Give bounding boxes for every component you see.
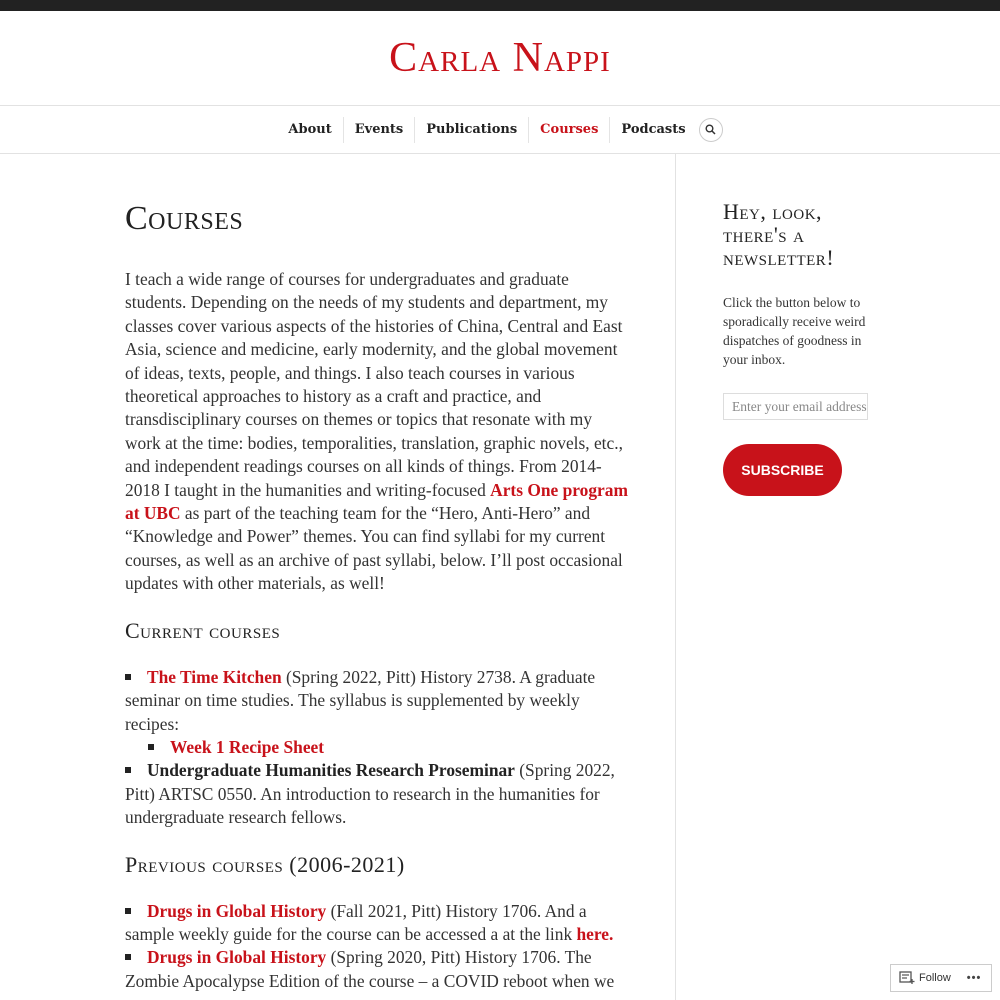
nav-item-publications[interactable]: Publications xyxy=(414,117,528,143)
intro-text-1: I teach a wide range of courses for undergraduates and graduate students. Depending on the needs of my students and department, my classes cover various aspects of the histories of China, Central and East Asia, science and medicine, early modernity, and the global movement of ideas, texts, people, and things. I also teach courses in various theoretical approaches to history as a craft and practice, and transdisciplinary courses on themes or topics that resonate with my work at the time: bodies, temporalities, translation, graphic novels, etc., and independent readings courses on all kinds of things. From 2014-2018 I taught in the humanities and writing-focused xyxy=(125,269,623,500)
current-courses-heading: Current courses xyxy=(125,617,281,643)
previous-courses-list xyxy=(125,900,630,994)
search-icon xyxy=(705,124,716,135)
here-link[interactable]: here. xyxy=(576,923,614,944)
wordpress-follow-icon xyxy=(899,971,915,985)
nav-item-podcasts[interactable]: Podcasts xyxy=(609,117,696,143)
intro-paragraph xyxy=(125,268,630,596)
drugs-global-history-link[interactable]: Drugs in Global History xyxy=(147,900,327,921)
course-description: (Spring 2020, Pitt) History 1706. The Zombie Apocalypse Edition of the course – a COVID reboot when we xyxy=(125,947,615,991)
list-item xyxy=(125,666,630,760)
course-title: Undergraduate Humanities Research Proseminar xyxy=(147,760,515,781)
previous-courses-heading: Previous courses (2006-2021) xyxy=(125,851,405,877)
email-input[interactable]: Enter your email address xyxy=(723,393,868,420)
list-item xyxy=(125,900,630,947)
bullet-icon xyxy=(148,744,154,750)
arts-one-link[interactable]: Arts One program at UBC xyxy=(125,479,628,524)
nav-item-about[interactable]: About xyxy=(288,121,332,137)
week1-recipe-link[interactable]: Week 1 Recipe Sheet xyxy=(170,736,325,757)
site-title[interactable]: Carla Nappi xyxy=(389,35,611,81)
sidebar-divider xyxy=(675,154,676,1000)
current-courses-list xyxy=(125,666,630,830)
sidebar xyxy=(723,200,883,496)
follow-label: Follow xyxy=(919,972,951,984)
intro-text-2: as part of the teaching team for the “Hero, Anti-Hero” and “Knowledge and Power” themes. You can find syllabi for my current courses, as well as an archive of past syllabi, below. I’ll post occasional updates with other materials, as well! xyxy=(125,503,623,594)
bullet-icon xyxy=(125,908,131,914)
time-kitchen-link[interactable]: The Time Kitchen xyxy=(147,666,282,687)
list-item xyxy=(125,759,630,829)
list-item xyxy=(148,736,630,759)
follow-button[interactable] xyxy=(890,964,992,992)
subscribe-button[interactable]: SUBSCRIBE xyxy=(723,444,842,496)
more-options-icon[interactable]: ••• xyxy=(966,972,982,984)
newsletter-text: Click the button below to sporadically receive weird dispatches of goodness in your inbox. xyxy=(723,295,866,367)
sub-list xyxy=(148,736,630,759)
main-navigation xyxy=(0,106,1000,153)
newsletter-title: Hey, look, there's a newsletter! xyxy=(723,199,835,270)
list-item xyxy=(125,946,630,993)
nav-divider-bottom xyxy=(0,153,1000,154)
bullet-icon xyxy=(125,767,131,773)
course-description: (Fall 2021, Pitt) History 1706. And a sample weekly guide for the course can be accessed a at the link xyxy=(125,900,587,944)
main-content xyxy=(125,200,630,993)
page-title: Courses xyxy=(125,200,244,237)
nav-item-events[interactable]: Events xyxy=(343,117,415,143)
course-description: (Spring 2022, Pitt) ARTSC 0550. An introduction to research in the humanities for undergraduate research fellows. xyxy=(125,760,615,828)
course-description: (Spring 2022, Pitt) History 2738. A graduate seminar on time studies. The syllabus is supplemented by weekly recipes: xyxy=(125,666,596,734)
bullet-icon xyxy=(125,954,131,960)
search-button[interactable] xyxy=(699,118,723,142)
nav-item-courses[interactable]: Courses xyxy=(528,117,609,143)
bullet-icon xyxy=(125,674,131,680)
drugs-global-history-link[interactable]: Drugs in Global History xyxy=(147,947,327,968)
admin-top-bar xyxy=(0,0,1000,11)
